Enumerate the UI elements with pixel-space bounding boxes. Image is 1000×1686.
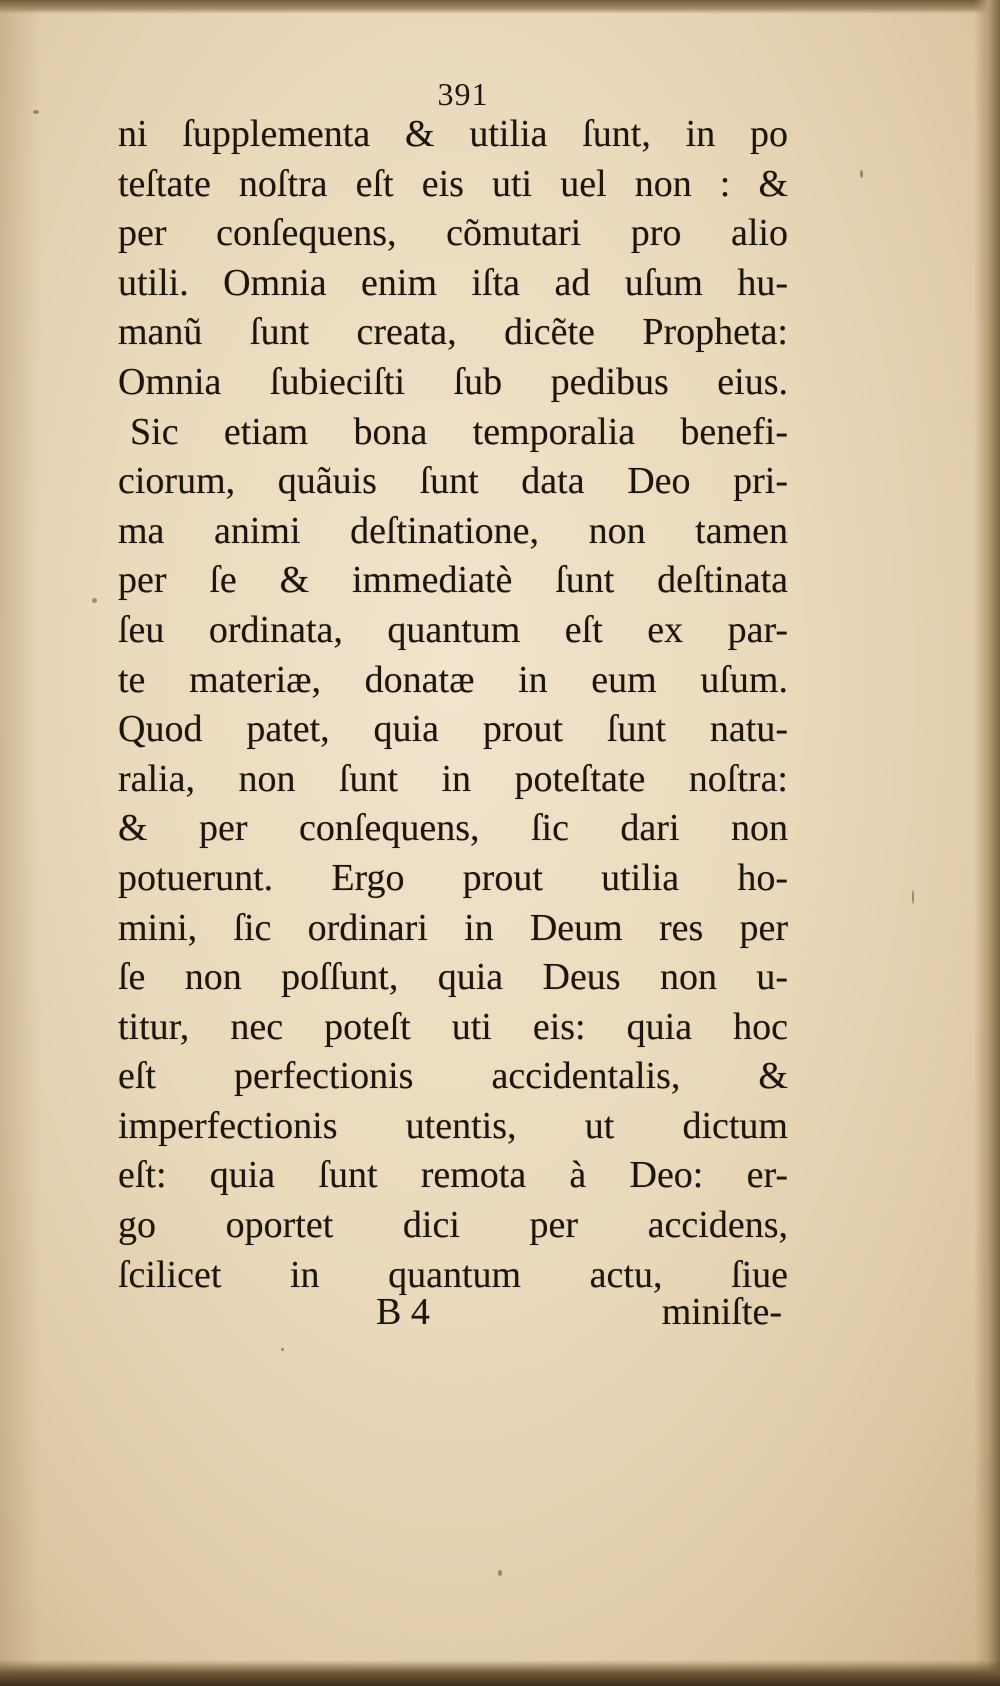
text-line: manũ ſunt creata, dicẽte Propheta: — [118, 311, 788, 354]
text-line: ſeu ordinata, quantum eſt ex par- — [118, 608, 788, 651]
text-line: ſcilicet in quantum actu, ſiue — [118, 1253, 788, 1296]
page-number: 391 — [437, 76, 489, 112]
catchword: miniſte- — [661, 1291, 782, 1333]
text-line: te materiæ, donatæ in eum uſum. — [118, 658, 788, 701]
paper-speck — [498, 1570, 502, 1576]
text-line: mini, ſic ordinari in Deum res per — [118, 906, 788, 949]
left-shadow — [0, 0, 40, 1686]
text-line: go oportet dici per accidens, — [118, 1204, 788, 1247]
text-line: per ſe & immediatè ſunt deſtinata — [118, 559, 788, 602]
body-text — [118, 110, 788, 1300]
signature-mark: B 4 — [376, 1291, 430, 1333]
text-line: potuerunt. Ergo prout utilia ho- — [118, 856, 788, 899]
paper-speck — [912, 890, 914, 904]
text-line: ſe non poſſunt, quia Deus non u- — [118, 956, 788, 999]
text-line: Omnia ſubieciſti ſub pedibus eius. — [118, 360, 788, 403]
paper-speck — [33, 110, 39, 114]
text-line: teſtate noſtra eſt eis uti uel non : & — [118, 162, 788, 205]
page-footer — [118, 1290, 788, 1340]
text-line: ma animi deſtinatione, non tamen — [118, 509, 788, 552]
paper-speck — [92, 598, 97, 603]
text-line: imperfectionis utentis, ut dictum — [118, 1104, 788, 1147]
text-line: Sic etiam bona temporalia benefi- — [130, 410, 788, 453]
paper-speck — [860, 170, 863, 178]
text-line: eſt perfectionis accidentalis, & — [118, 1055, 788, 1098]
text-line: eſt: quia ſunt remota à Deo: er- — [118, 1154, 788, 1197]
text-line: ni ſupplementa & utilia ſunt, in po — [118, 113, 788, 155]
text-line: titur, nec poteſt uti eis: quia hoc — [118, 1005, 788, 1048]
text-line: utili. Omnia enim iſta ad uſum hu- — [118, 261, 788, 304]
right-page-edge — [974, 0, 1000, 1686]
text-line: Quod patet, quia prout ſunt natu- — [118, 708, 788, 751]
text-line: ralia, non ſunt in poteſtate noſtra: — [118, 757, 788, 800]
text-line: & per conſequens, ſic dari non — [118, 807, 788, 850]
paper-speck — [281, 1348, 284, 1351]
bottom-page-edge — [0, 1660, 1000, 1686]
top-page-edge — [0, 0, 1000, 14]
text-line: per conſequens, cõmutari pro alio — [118, 212, 788, 255]
text-line: ciorum, quãuis ſunt data Deo pri- — [118, 460, 788, 503]
